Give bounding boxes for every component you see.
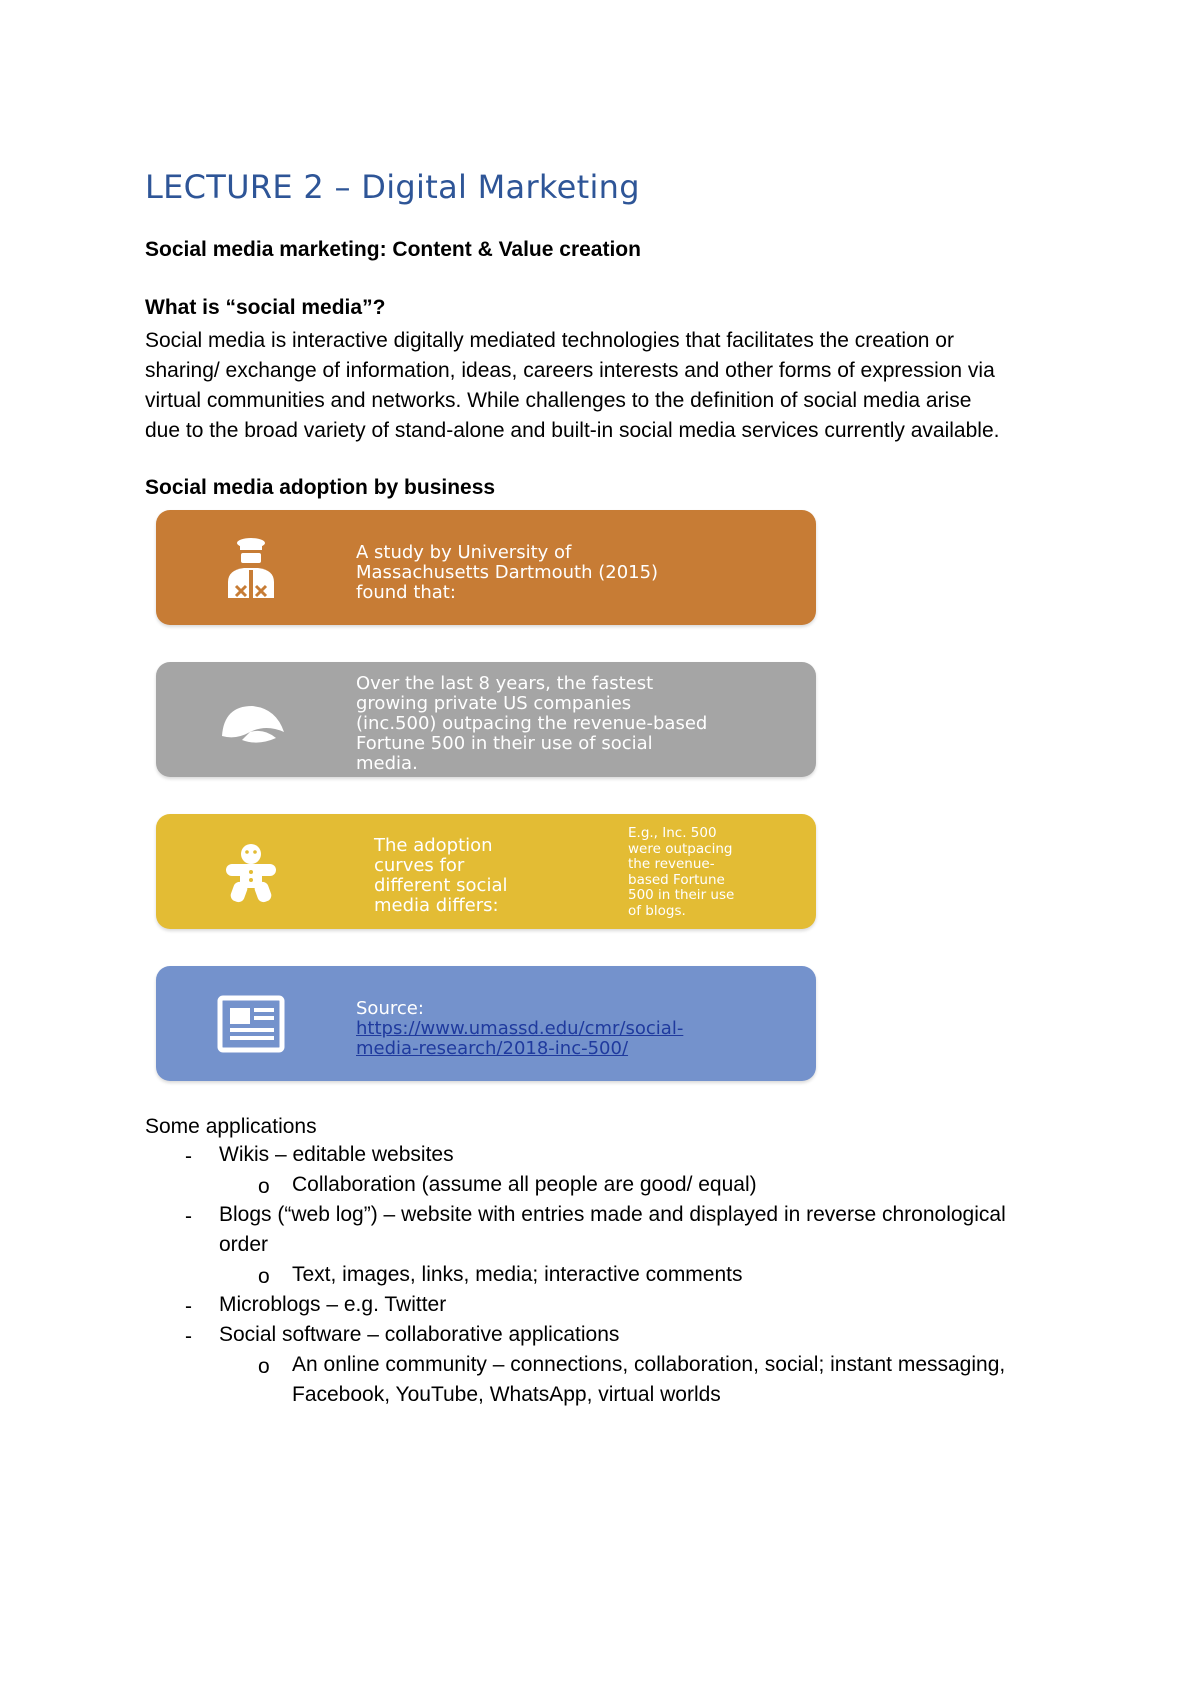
newspaper-icon — [214, 992, 288, 1056]
finding-card — [156, 662, 816, 777]
list-item-continuation: order — [219, 1233, 269, 1256]
circle-bullet: o — [258, 1175, 270, 1198]
card-line: Over the last 8 years, the fastest — [356, 673, 654, 694]
dash-bullet: - — [185, 1205, 192, 1228]
card-text — [356, 543, 658, 603]
card-text — [356, 999, 683, 1059]
applications-heading: Some applications — [145, 1115, 317, 1138]
card-line: growing private US companies — [356, 693, 632, 714]
page-title: LECTURE 2 – Digital Marketing — [145, 168, 640, 206]
card-line: Massachusetts Dartmouth (2015) — [356, 562, 659, 583]
list-item: Social software – collaborative applications — [219, 1323, 620, 1346]
definition-line: sharing/ exchange of information, ideas, careers interests and other forms of expression via — [145, 359, 995, 382]
list-subitem: Collaboration (assume all people are good/ equal) — [292, 1173, 757, 1196]
list-subitem: An online community – connections, collaboration, social; instant messaging, — [292, 1353, 1006, 1376]
list-item: Wikis – editable websites — [219, 1143, 454, 1166]
card-text — [374, 836, 508, 916]
what-is-heading: What is “social media”? — [145, 296, 386, 319]
card-line: different social — [374, 875, 508, 896]
card-text — [356, 674, 707, 774]
adoption-heading: Social media adoption by business — [145, 476, 496, 499]
definition-line: due to the broad variety of stand-alone and built-in social media services currently available. — [145, 419, 1000, 442]
source-label: Source: — [356, 998, 424, 1019]
definition-line: virtual communities and networks. While challenges to the definition of social media arise — [145, 389, 972, 412]
card-line: The adoption — [374, 835, 493, 856]
note-line: the revenue- — [628, 856, 715, 872]
card-line: A study by University of — [356, 542, 572, 563]
note-line: E.g., Inc. 500 — [628, 825, 717, 841]
card-line: found that: — [356, 582, 456, 603]
card-line: curves for — [374, 855, 465, 876]
note-line: of blogs. — [628, 902, 686, 919]
card-line: media. — [356, 753, 418, 774]
list-item: Microblogs – e.g. Twitter — [219, 1293, 447, 1316]
police-officer-icon — [214, 536, 288, 600]
note-line: based Fortune — [628, 871, 725, 888]
card-line: media differs: — [374, 895, 499, 916]
fortune-cookie-icon — [214, 688, 288, 752]
definition-paragraph — [145, 326, 1075, 446]
list-subitem: Text, images, links, media; interactive comments — [292, 1263, 743, 1286]
subtitle: Social media marketing: Content & Value creation — [145, 238, 641, 261]
study-card — [156, 510, 816, 625]
list-item: Blogs (“web log”) – website with entries made and displayed in reverse chronological — [219, 1203, 1006, 1226]
card-line: Fortune 500 in their use of social — [356, 733, 653, 754]
note-line: 500 in their use — [628, 887, 735, 903]
list-subitem-continuation: Facebook, YouTube, WhatsApp, virtual worlds — [292, 1383, 721, 1406]
dash-bullet: - — [185, 1325, 192, 1348]
circle-bullet: o — [258, 1265, 270, 1288]
note-line: were outpacing — [628, 840, 733, 857]
dash-bullet: - — [185, 1145, 192, 1168]
source-link[interactable]: media-research/2018-inc-500/ — [356, 1038, 629, 1059]
card-side-note — [628, 826, 734, 919]
dash-bullet: - — [185, 1295, 192, 1318]
source-link[interactable]: https://www.umassd.edu/cmr/social- — [356, 1018, 684, 1039]
definition-line: Social media is interactive digitally mediated technologies that facilitates the creation or — [145, 329, 954, 352]
circle-bullet: o — [258, 1355, 270, 1378]
source-card — [156, 966, 816, 1081]
gingerbread-man-icon — [214, 840, 288, 904]
card-line: (inc.500) outpacing the revenue-based — [356, 713, 708, 734]
adoption-curves-card — [156, 814, 816, 929]
